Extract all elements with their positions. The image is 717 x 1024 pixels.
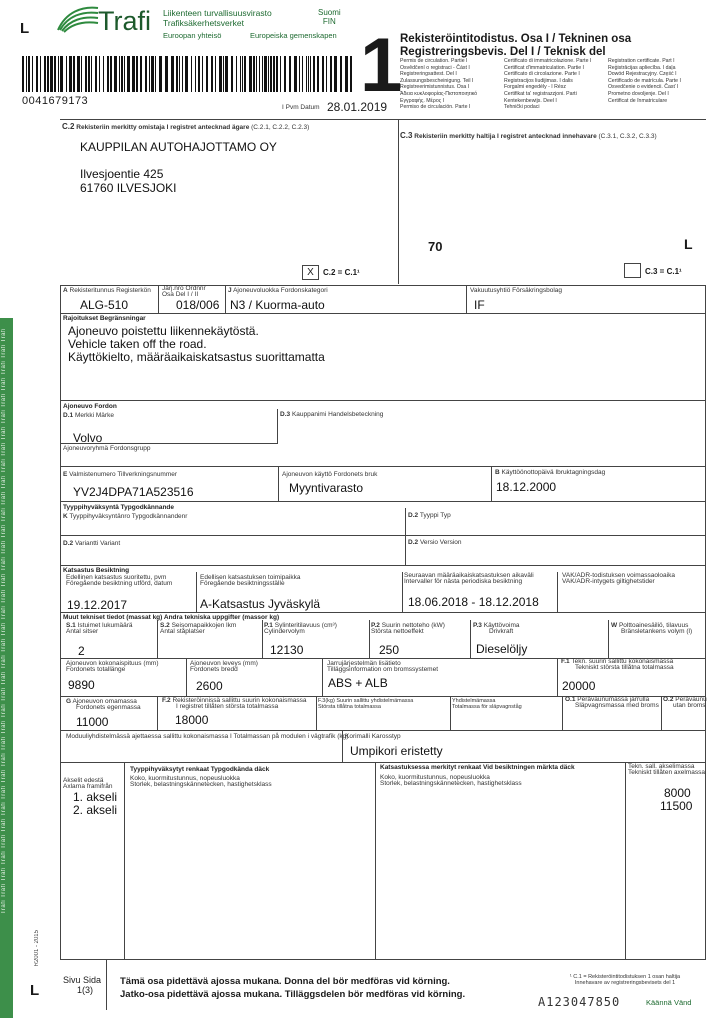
width-title: Ajoneuvon leveys (mm) Fordonets bredd — [190, 660, 258, 673]
barcode-bar — [219, 56, 222, 92]
type-approval-title: Tyyppihyväksyntä Typgodkännande — [63, 504, 175, 511]
first-use-date-title: B Käyttöönottopäivä Ibruktagningsdag — [495, 469, 606, 476]
barcode-bar — [244, 56, 246, 92]
curb-mass: 11000 — [76, 715, 109, 729]
turn-over-label: Käännä Vänd — [646, 998, 692, 1007]
barcode-bar — [262, 56, 263, 92]
footer-serial: A123047850 — [538, 995, 621, 1009]
barcode-bar — [165, 56, 168, 92]
barcode-bar — [85, 56, 87, 92]
barcode-bar — [159, 56, 162, 92]
restrictions-title: Rajoitukset Begränsningar — [63, 315, 146, 322]
barcode-bar — [88, 56, 90, 92]
barcode-bar — [308, 56, 309, 92]
order-number-title: Järj.nro Ordnnr Osa Del I / II — [162, 285, 206, 298]
barcode-bar — [145, 56, 147, 92]
barcode-bar — [32, 56, 33, 92]
barcode-bar — [185, 56, 188, 92]
order-number: 018/006 — [176, 298, 220, 312]
vehicle-use: Myyntivarasto — [289, 481, 364, 495]
barcode-bar — [242, 56, 243, 92]
barcode-bar — [151, 56, 154, 92]
barcode-bar — [268, 56, 269, 92]
displacement-title: P.1 Sylinteritilavuus (cm³) Cylindervolym — [264, 622, 337, 635]
c2-equals-label: C.2 = C.1¹ — [323, 268, 360, 277]
vehicle-use-title: Ajoneuvon käyttö Fordonets bruk — [282, 471, 378, 478]
title-translation: Certifikat ta' registrazzjoni. Parti — [504, 91, 577, 97]
make: Volvo — [73, 431, 103, 445]
barcode-bar — [171, 56, 174, 92]
barcode-bar — [253, 56, 255, 92]
reg-max-mass: 18000 — [175, 713, 209, 727]
make-title: D.1 Merkki Märke — [63, 412, 114, 419]
barcode-bar — [77, 56, 80, 92]
barcode-bar — [350, 56, 352, 92]
barcode-bar — [340, 56, 342, 92]
barcode-bar — [202, 56, 203, 92]
issue-date-label: I Pvm Datum — [282, 104, 320, 111]
brand-name: Trafi — [98, 6, 151, 36]
next-inspection-window: 18.06.2018 - 18.12.2018 — [408, 595, 539, 609]
barcode-bar — [310, 56, 311, 92]
unbraked-trailer-title: O.2 Perävaunu utan broms — [663, 696, 707, 709]
first-use-date: 18.12.2000 — [496, 480, 557, 494]
barcode-bar — [270, 56, 272, 92]
title-translation: Osvědčení o registraci - Část I — [400, 64, 470, 71]
length-title: Ajoneuvon kokonaispituus (mm) Fordonets totallänge — [66, 660, 159, 673]
barcode-bar — [289, 56, 291, 92]
title-translation: Registreerimistunnistus. Osa I — [400, 84, 470, 91]
barcode-bar — [223, 56, 224, 92]
brake-info: ABS + ALB — [328, 676, 388, 690]
prev-inspection-date: 19.12.2017 — [67, 598, 128, 612]
barcode-bar — [182, 56, 183, 92]
tech-section-title: Muut tekniset tiedot (massat kg) Andra tekniska uppgifter (massor kg) — [63, 614, 280, 621]
title-translation: Tehnički podaci — [504, 104, 540, 111]
body-type-title: Korimalli Karosstyp — [345, 733, 401, 740]
barcode-bar — [322, 56, 324, 92]
vehicle-group-title: Ajoneuvoryhmä Fordonsgrupp — [63, 445, 151, 452]
barcode-bar — [231, 56, 233, 92]
barcode-bar — [280, 56, 281, 92]
vehicle-section-title: Ajoneuvo Fordon — [63, 403, 117, 410]
barcode-bar — [294, 56, 297, 92]
axles-title: Akselit edestä Axlarna framifrån — [63, 777, 113, 790]
vehicle-class: N3 / Kuorma-auto — [230, 298, 325, 312]
inspection-station: A-Katsastus Jyväskylä — [200, 597, 321, 611]
c2-equals-checkbox[interactable]: X — [302, 265, 319, 280]
barcode-bar — [58, 56, 59, 92]
document-serial: 0041679173 — [22, 95, 89, 107]
barcode-bar — [225, 56, 228, 92]
barcode-bar — [276, 56, 278, 92]
barcode-bar — [195, 56, 196, 92]
seats: 2 — [78, 644, 85, 658]
title-translation: Permis de circulation. Partie I — [400, 58, 468, 64]
title-translation: Zulassungsbescheinigung. Teil I — [400, 77, 474, 84]
barcode-bar — [345, 56, 348, 92]
barcode-bar — [249, 56, 252, 92]
tech-max-mass-title: F.1 Tekn. suurin sallittu kokonaismassa Tekniskt största tillåtna totalmassa — [561, 658, 674, 671]
barcode-bar — [36, 56, 38, 92]
c2-title: C.2 Rekisteriin merkitty omistaja I registret antecknad ägare (C.2.1, C.2.2, C.2.3) — [62, 122, 310, 131]
barcode-bar — [206, 56, 208, 92]
barcode-bar — [66, 56, 67, 92]
barcode-bar — [69, 56, 72, 92]
barcode-bar — [326, 56, 327, 92]
insurer-title: Vakuutusyhtiö Försäkringsbolag — [470, 287, 563, 294]
seats-title: S.1 Istuimet lukumäärä Antal sitser — [66, 622, 133, 635]
c3-equals-label: C.3 = C.1¹ — [645, 267, 682, 276]
owner-postal: 61760 ILVESJOKI — [80, 181, 177, 195]
barcode-bar — [259, 56, 260, 92]
barcode-bar — [107, 56, 109, 92]
barcode-bar — [179, 56, 180, 92]
fuel-tank-title: W Polttoainesäiliö, tilavuus Bränsletankens volym (l) — [611, 622, 693, 635]
barcode-bar — [50, 56, 53, 92]
title-translation: Registreringsattest. Del I — [400, 71, 457, 78]
barcode-bar — [302, 56, 303, 92]
barcode-bar — [99, 56, 100, 92]
barcode-bar — [121, 56, 123, 92]
barcode-bar — [306, 56, 307, 92]
country-label: Suomi FIN — [318, 8, 341, 26]
barcode-bar — [22, 56, 24, 92]
owner-name: KAUPPILAN AUTOHAJOTTAMO OY — [80, 140, 277, 154]
carry-instructions: Tämä osa pidettävä ajossa mukana. Donna del bör medföras vid körning. Jatko-osa pidettävä ajossa mukana. Tilläggsdelen bör medföras vid körning. — [120, 976, 466, 1000]
fuel-title: P.3 Käyttövoima Drivkraft — [473, 622, 520, 635]
title-translation: Εγγραφής. Μέρος I — [400, 97, 445, 104]
prev-inspection-title: Edellinen katsastus suoritettu, pvm Föregående besiktning utförd, datum — [66, 574, 173, 587]
brake-info-title: Jarrujärjestelmän lisätieto Tilläggsinformation om bromssystemet — [327, 660, 439, 673]
type-approval-number-title: K Tyyppihyväksyntänro Typgodkännandenr — [63, 513, 188, 520]
adr-validity-title: VAK/ADR-todistuksen voimassaoloaika VAK/ADR-intygets giltighetstider — [562, 572, 675, 585]
barcode-bar — [28, 56, 30, 92]
part-number: 1 — [360, 23, 403, 108]
barcode-bar — [299, 56, 300, 92]
title-translation: Certificado de matrícula. Parte I — [608, 77, 681, 84]
inspection-station-title: Edellisen katsastuksen toimipaikka Föregående besiktningsställe — [200, 574, 301, 587]
trade-name-title: D.3 Kauppanimi Handelsbeteckning — [280, 411, 384, 418]
barcode-bar — [215, 56, 216, 92]
module-mass-title: Moduuliyhdistelmässä ajettaessa sallittu kokonaismassa I Totalmassan på modulen i vägtrafik (kg) — [66, 733, 349, 740]
barcode-bar — [114, 56, 117, 92]
barcode-bar — [334, 56, 337, 92]
title-translation: Certificat de înmatriculare — [608, 97, 668, 104]
title-translation: Permiso de circulación. Parte I — [400, 104, 471, 111]
inspection-title: Katsastus Besiktning — [63, 567, 130, 574]
title-translation: Certificato di circolazione. Parte I — [504, 71, 580, 78]
barcode-bar — [81, 56, 82, 92]
barcode-bar — [155, 56, 156, 92]
form-code: R2001 - 2015 — [34, 930, 40, 967]
corner-mark-bottom: L — [30, 982, 40, 999]
next-inspection-title: Seuraavan määräaikaiskatsastuksen aikaväli Intervaller för nästa periodiska besiktning — [404, 572, 534, 585]
title-translation: Registracijos liudijimas. I dalis — [504, 77, 573, 84]
axle-masses: 8000 11500 — [660, 786, 693, 813]
page-indicator: Sivu Sida 1(3) — [63, 975, 102, 995]
issue-date: 28.01.2019 — [327, 100, 388, 114]
title-translation: Osvedčenie o evidencii. Časť I — [608, 84, 679, 91]
curb-mass-title: G Ajoneuvon omamassa Fordonets egenmassa — [66, 698, 141, 711]
barcode-bar — [140, 56, 142, 92]
type-title: D.2 Tyyppi Typ — [408, 512, 451, 519]
holder-corner: L — [684, 236, 693, 252]
barcode — [22, 56, 354, 92]
title-translation: Certificat d'immatriculation. Partie I — [504, 64, 584, 71]
eu-label-fi: Euroopan yhteisö — [163, 31, 222, 40]
barcode-bar — [54, 56, 56, 92]
barcode-bar — [119, 56, 120, 92]
combination-mass-title: F.3(kg) Suurin sallittu yhdistelmämassa Största tillåtna totalmassa — [318, 698, 414, 711]
vin-title: E Valmistenumero Tillverkningsnummer — [63, 471, 178, 478]
barcode-bar — [44, 56, 46, 92]
displacement: 12130 — [270, 643, 304, 657]
approved-tyres-title: Tyyppihyväksytyt renkaat Typgodkända däck — [130, 766, 270, 773]
reg-max-mass-title: F.2 Rekisteröinnissä sallittu suurin kokonaismassa I registret tillåten största totalmassa — [162, 697, 307, 710]
title-translation: Kentekenbewijs. Deel I — [504, 97, 557, 104]
footnote: ¹ C.1 = Rekisteröintitodistuksen 1 osan haltija Innehavare av registreringsbevisets del 1 — [569, 974, 681, 987]
document-title: Rekisteröintitodistus. Osa I / Tekninen osa Registreringsbevis. Del I / Teknisk del — [400, 33, 632, 58]
title-translation: Prometno dovoljenje. Del I — [608, 91, 669, 97]
power-title: P.2 Suurin nettoteho (kW) Största nettoeffekt — [371, 622, 445, 635]
variant-title: D.2 Variantti Variant — [63, 540, 121, 547]
barcode-bar — [91, 56, 92, 92]
reg-number-title: A Rekisteritunnus Registerkön — [63, 287, 151, 294]
inspected-tyres-title: Katsastuksessa merkityt renkaat Vid besiktningen märkta däck — [380, 764, 575, 771]
standing-title: S.2 Seisomapaikkojen lkm Antal ståplatser — [160, 622, 237, 635]
title-translation: Forgalmi engedély - I Rész — [504, 84, 566, 91]
vin: YV2J4DPA71A523516 — [73, 485, 194, 499]
barcode-bar — [240, 56, 241, 92]
barcode-bar — [124, 56, 125, 92]
barcode-bar — [40, 56, 41, 92]
barcode-bar — [264, 56, 267, 92]
fuel: Dieselöljy — [476, 642, 528, 656]
body-type: Umpikori eristetty — [350, 744, 443, 758]
barcode-bar — [127, 56, 130, 92]
barcode-bar — [47, 56, 49, 92]
barcode-bar — [132, 56, 135, 92]
barcode-bar — [284, 56, 286, 92]
barcode-bar — [330, 56, 332, 92]
axle-mass-title: Tekn. sall. akselimassa Tekniskt tillåten axelmassa — [628, 763, 705, 776]
barcode-bar — [26, 56, 27, 92]
barcode-bar — [313, 56, 315, 92]
c3-title: C.3 Rekisteriin merkitty haltija I registret antecknad innehavare (C.3.1, C.3.2, C.3.3) — [400, 131, 657, 140]
vehicle-class-title: J Ajoneuvoluokka Fordonskategori — [228, 287, 328, 294]
title-translation: Certificato di immatricolazione. Parte I — [504, 58, 592, 64]
axle-list: 1. akseli 2. akseli — [73, 790, 118, 817]
security-strip: Trafi Trafi Trafi Trafi Trafi Trafi Trafi Trafi Trafi Trafi Trafi Trafi Trafi Trafi Trafi Trafi Trafi Trafi Trafi Trafi Trafi Trafi Trafi Trafi Trafi Trafi Trafi Trafi Trafi Trafi Trafi Trafi Trafi Trafi Trafi Trafi — [0, 318, 13, 1018]
inspected-tyres-sub: Koko, kuormitustunnus, nopeusluokka Storlek, belastningskännetecken, hastighetsklass — [380, 774, 522, 787]
approved-tyres-sub: Koko, kuormitustunnus, nopeusluokka Storlek, belastningskännetecken, hastighetsklass — [130, 775, 272, 788]
barcode-bar — [317, 56, 319, 92]
title-translation: Registration certificate. Part I — [608, 58, 675, 64]
c3-equals-checkbox[interactable] — [624, 263, 641, 278]
train-mass-title: Yhdistelmämassa Totalmassa för släpvagnståg — [452, 698, 522, 711]
title-translation: Dowód Rejestracyjny. Część I — [608, 71, 677, 78]
corner-mark-top: L — [20, 20, 30, 37]
barcode-bar — [273, 56, 275, 92]
barcode-bar — [198, 56, 200, 92]
barcode-bar — [110, 56, 112, 92]
barcode-bar — [176, 56, 178, 92]
barcode-bar — [236, 56, 237, 92]
restrictions-text: Ajoneuvo poistettu liikennekäytöstä. Vehicle taken off the road. Käyttökielto, määräaikaiskatsastus suorittamatta — [68, 324, 325, 364]
length: 9890 — [68, 678, 95, 692]
power: 250 — [379, 643, 400, 657]
barcode-bar — [256, 56, 257, 92]
tech-max-mass: 20000 — [562, 679, 596, 693]
width: 2600 — [196, 679, 223, 693]
barcode-bar — [136, 56, 138, 92]
barcode-bar — [103, 56, 104, 92]
title-translation: Reģistrācijas apliecība. I daļa — [608, 64, 676, 71]
barcode-bar — [149, 56, 150, 92]
barcode-bar — [191, 56, 192, 92]
barcode-bar — [211, 56, 213, 92]
braked-trailer-title: O.1 Perävaunumassa jarrulla Släpvagnsmassa med broms — [565, 696, 659, 709]
agency-name: Liikenteen turvallisuusvirasto Trafiksäkerhetsverket — [163, 8, 272, 28]
barcode-bar — [60, 56, 63, 92]
barcode-bar — [95, 56, 97, 92]
insurer: IF — [474, 298, 485, 312]
title-translation: Άδεια κυκλοφορίας-Πιστοποιητικό — [400, 91, 478, 97]
trafi-logo-icon — [56, 4, 100, 34]
version-title: D.2 Versio Version — [408, 539, 462, 546]
holder-code: 70 — [428, 239, 443, 254]
owner-address: Ilvesjoentie 425 — [80, 167, 164, 181]
eu-label-sv: Europeiska gemenskapen — [250, 31, 337, 40]
barcode-bar — [73, 56, 75, 92]
registration-number: ALG-510 — [80, 298, 129, 312]
